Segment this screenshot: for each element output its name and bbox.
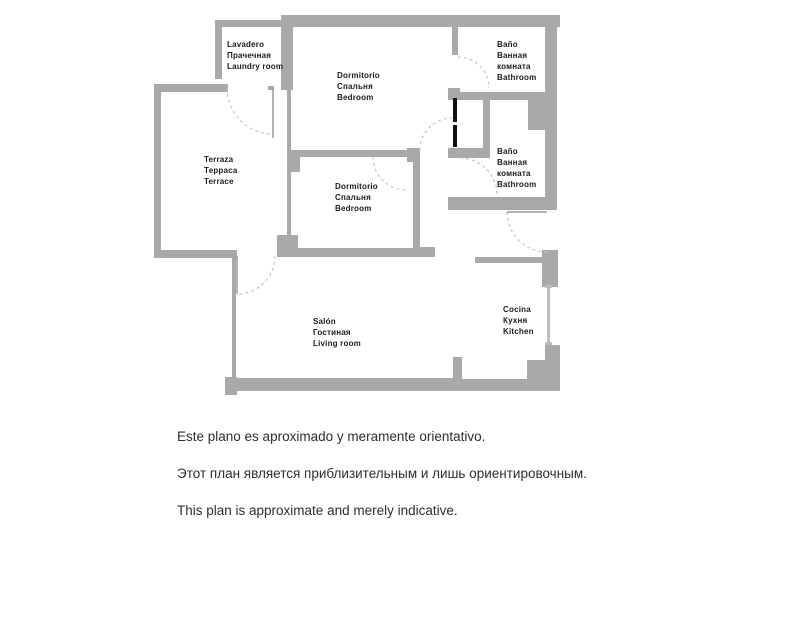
disclaimer-es: Este plano es aproximado y meramente orientativo. [177,429,486,444]
room-label-line: Lavadero [227,40,265,49]
room-label-kitchen [503,304,534,337]
room-label-bedroom1 [337,70,380,103]
room-label-line: Salón [313,317,336,326]
room-label-line: Kitchen [503,327,534,336]
door-arc-terrace [237,256,275,294]
room-label-line: Ванная [497,158,528,167]
room-label-line: Cocina [503,305,531,314]
door-arc-bedroom1 [420,118,452,150]
room-label-living-room [313,316,361,349]
door-arc-entrance [507,212,547,252]
room-label-laundry [227,39,283,72]
room-label-line: Bedroom [335,204,372,213]
room-label-line: Ванная [497,51,528,60]
room-label-line: Baño [497,40,518,49]
room-label-terrace [204,154,238,187]
room-label-line: Спальня [335,193,371,202]
room-label-line: Прачечная [227,51,272,60]
room-label-line: Living room [313,339,361,348]
room-label-line: Гостиная [313,328,351,337]
room-label-line: комната [497,62,531,71]
door-arc-bathroom1 [458,57,489,88]
room-label-line: Terrace [204,177,234,186]
disclaimer-en: This plan is approximate and merely indicative. [177,503,458,518]
door-arc-bedroom2 [373,157,406,190]
room-label-bedroom2 [335,181,378,214]
room-label-line: Bathroom [497,73,537,82]
room-label-line: Bathroom [497,180,537,189]
room-label-bathroom1 [497,39,536,83]
room-label-line: комната [497,169,531,178]
room-label-line: Dormitorio [337,71,380,80]
room-label-line: Кухня [503,316,528,325]
room-label-line: Dormitorio [335,182,378,191]
room-label-line: Laundry room [227,62,284,71]
room-label-line: Terraza [204,155,234,164]
room-label-line: Спальня [337,82,373,91]
room-label-line: Терраса [204,166,238,175]
room-label-bathroom2 [497,146,536,190]
disclaimer-ru: Этот план является приблизительным и лишь ориентировочным. [177,466,587,481]
door-arc-bathroom2 [460,158,497,195]
room-label-line: Bedroom [337,93,374,102]
room-label-line: Baño [497,147,518,156]
door-arc-laundry [227,88,273,134]
